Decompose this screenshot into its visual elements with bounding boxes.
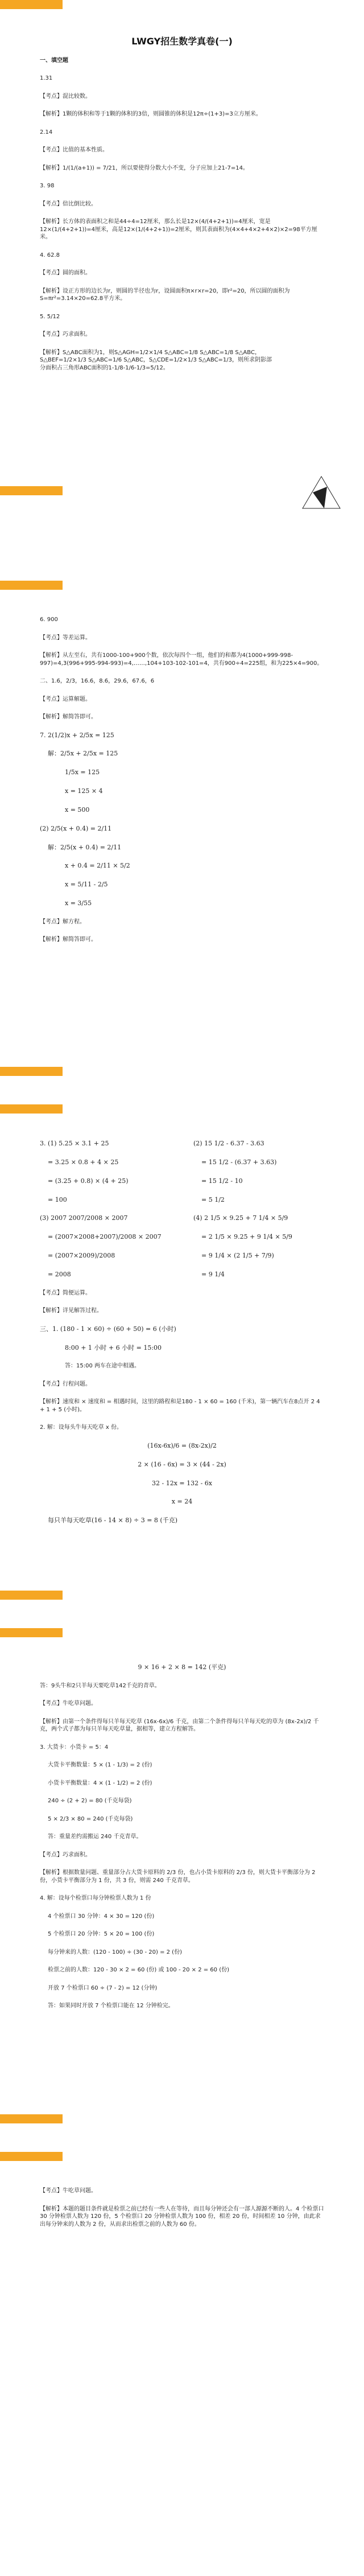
answer-line: 【解析】S△ABC面积为1，则S△AGH=1/2×1/4 S△ABC=1/8 S△ABC=1/8 S△ABC，S△BEF=1/2×1/3 S△ABC=1/6 S△ABC，S△CDE=1/2×1/3 S△ABC=1/3，则所求阴影部分面积占三角形ABC面积的1-1/8-1/6-1/3=5/12。 [40, 349, 272, 371]
answer-line: 【解析】由第一个条件得每只羊每天吃草 (16x-6x)/6 千克，由第二个条件得每只羊每天吃的草为 (8x-2x)/2 千克，两个式子都为每只羊每天吃草量，据相等，建立方程解答。 [40, 1718, 319, 1733]
calc-line: (3) 2007 2007/2008 × 2007 [40, 1214, 128, 1222]
answer-line: 【解析】1颗的体积和等于1颗的体积的3倍，则圆锥的体积是12π÷(1+3)=3立方厘米。 [40, 111, 262, 118]
calc-right [193, 1140, 324, 1214]
answer-line: 【解析】从左至右，共有1000-100+900个数，依次每四个一组，他们的和都为4(1000+999-998-997)=4,3(996+995-994-993)=4,……,104+103-102-101=4，共有900÷4=225组，和为225×4=900。 [40, 652, 323, 667]
answer-line: 【考点】巧求面积。 [40, 1851, 91, 1858]
page-1 [0, 0, 364, 495]
calc-line: = 9 1/4 [201, 1270, 225, 1278]
page-3 [0, 1104, 364, 1600]
calc-line: = (2007×2009)/2008 [48, 1252, 115, 1260]
page-top-bar [0, 2152, 63, 2161]
equation-line: (16x-6x)/6 = (8x-2x)/2 [147, 1441, 217, 1449]
equation-line: 1/5x = 125 [65, 769, 100, 777]
page-top-bar [0, 0, 63, 9]
calc-line: = 100 [48, 1195, 67, 1203]
answer-line: 【考点】等差运算。 [40, 634, 91, 641]
page-top-bar [0, 581, 63, 590]
answer-line: 答：9头牛和2只羊每天要吃草142千克的青草。 [40, 1682, 160, 1689]
equation-line: x = 500 [65, 806, 90, 814]
page-3-content [40, 1140, 324, 1535]
page-bottom-bar [0, 2114, 63, 2123]
page-5 [0, 2152, 364, 2576]
equation-line: x = 125 × 4 [65, 787, 103, 795]
triangle-figure [301, 475, 341, 510]
page-2-content [40, 616, 324, 954]
answer-line: 【考点】混比较数。 [40, 93, 91, 100]
page-5-content [40, 2187, 324, 2238]
calc-line: = 2 1/5 × 9.25 + 9 1/4 × 5/9 [201, 1233, 292, 1241]
calc-line: = (2007×2008+2007)/2008 × 2007 [48, 1233, 162, 1241]
answer-line: 【解析】根据数量问题、重量部分占大货卡原料的 2/3 份，也占小货卡原料的 2/3 份，则大货卡平衡部分为 2 份，小货卡平衡部分为 1 份，共 3 份，则需 240 千克青草。 [40, 1870, 316, 1884]
answer-line: 小货卡平衡数量：4 × (1 - 1/2) = 2 (份) [48, 1780, 152, 1786]
calc-line: = 3.25 × 0.8 + 4 × 25 [48, 1158, 119, 1166]
equation-line: 解：2/5(x + 0.4) = 2/11 [48, 843, 122, 851]
answer-line: 5 × 2/3 × 80 = 240 (千克每袋) [48, 1815, 133, 1822]
answer-line: 【考点】倍比倒比较。 [40, 200, 97, 207]
calc-line: 3. (1) 5.25 × 3.1 + 25 [40, 1140, 109, 1147]
answer-line: 【考点】比值的基本性质。 [40, 147, 108, 154]
equation-line: 32 - 12x = 132 - 6x [151, 1479, 213, 1487]
answer-line: 8:00 + 1 小时 + 6 小时 = 15:00 [65, 1344, 162, 1351]
answer-line: 【解析】详见解答过程。 [40, 1308, 102, 1314]
answer-line: 答：如果同时开放 7 个检票口能在 12 分钟检完。 [48, 2003, 174, 2010]
answer-line: 开放 7 个检票口 60 ÷ (7 - 2) = 12 (分钟) [48, 1985, 158, 1991]
calc-line: (2) 15 1/2 - 6.37 - 3.63 [193, 1140, 264, 1147]
answer-line: 3. 大货卡：小货卡 = 5：4 [40, 1744, 109, 1751]
page-bottom-bar [0, 486, 63, 495]
answer-line: 【考点】牛吃草问题。 [40, 2188, 97, 2194]
page-title: LWGY招生数学真卷(一) [131, 36, 233, 47]
answer-line: 【考点】牛吃草问题。 [40, 1700, 97, 1707]
answer-line: 【解析】本题的题目条件就是检票之前已经有一些人在等待，而且每分钟还会有一部人源源不断的人。4 个检票口 30 分钟检票人数为 120 份，5 个检票口 20 分钟检票人数为 100 份，相差 20 份，时间相差 10 分钟，由此求出每分钟来的人数为 2 份，从而求出检票之前的人数为 60 份。 [40, 2205, 324, 2228]
answer-line: 5 个检票口 20 分钟：5 × 20 = 100 (份) [48, 1931, 155, 1938]
answer-line: 4 个检票口 30 分钟：4 × 30 = 120 (份) [48, 1913, 155, 1920]
page-4 [0, 1628, 364, 2123]
answer-line: 【解析】解简答即可。 [40, 936, 97, 943]
calc-line: = 15 1/2 - (6.37 + 3.63) [201, 1158, 277, 1166]
calc-line: = 2008 [48, 1270, 71, 1278]
calc-line: (4) 2 1/5 × 9.25 + 7 1/4 × 5/9 [193, 1214, 288, 1222]
answer-line: 6. 900 [40, 617, 58, 623]
equation-line: (2) 2/5(x + 0.4) = 2/11 [40, 824, 112, 832]
equation-line: 2 × (16 - 6x) = 3 × (44 - 2x) [138, 1460, 226, 1468]
equation-line: x + 0.4 = 2/11 × 5/2 [65, 862, 130, 870]
answer-line: 3. 98 [40, 183, 55, 190]
equation-line: 7. 2(1/2)x + 2/5x = 125 [40, 731, 114, 739]
answer-line: 每只羊每天吃草(16 - 14 × 8) ÷ 3 = 8 (千克) [48, 1517, 177, 1525]
answer-line: 二、1.6，2/3，16.6，8.6，29.6，67.6，6 [40, 678, 155, 684]
page-2 [0, 581, 364, 1076]
page-top-bar [0, 1628, 63, 1637]
calc-line: = 15 1/2 - 10 [201, 1177, 243, 1185]
answer-line: 【解析】速度和 × 速度和 = 相遇时间，这里的路程和是180 - 1 × 60 = 160 (千米)，第一辆汽车在8点开 2 4 + 1 + 5 (小时)。 [40, 1399, 320, 1413]
answer-line: 4. 解：设每个检票口每分钟检票人数为 1 份 [40, 1895, 151, 1902]
calc-block [40, 1214, 324, 1289]
calc-line: = 9 1/4 × (2 1/5 + 7/9) [201, 1252, 274, 1260]
answer-line: 5. 5/12 [40, 313, 60, 320]
answer-line: 检票之前的人数：120 - 30 × 2 = 60 (份) 或 100 - 20 × 2 = 60 (份) [48, 1967, 229, 1974]
calc-left [40, 1140, 171, 1214]
answer-line: 2. 解：设每头牛每天吃草 x 份。 [40, 1424, 122, 1431]
answer-line: 【考点】巧求面积。 [40, 331, 91, 338]
page-4-content [40, 1663, 324, 2020]
answer-line: 【解析】长方体的表面积之和是44÷4=12厘米，那么长是12×(4/(4+2+1))=4厘米，宽是12×(1/(4+2+1))=4厘米，高是12×(1/(4+2+1))=2厘米，则其表面积为(4×4+4×2+4×2)×2=98平方厘米。 [40, 219, 317, 241]
answer-line: 【考点】行程问题。 [40, 1381, 91, 1387]
answer-line: 【解析】解简答即可。 [40, 714, 97, 720]
calc-line: = (3.25 + 0.8) × (4 + 25) [48, 1177, 129, 1185]
calc-left [40, 1214, 171, 1289]
page-bottom-bar [0, 1591, 63, 1600]
equation-line: x = 5/11 - 2/5 [65, 881, 108, 889]
answer-line: 1.31 [40, 75, 53, 82]
calc-right [193, 1214, 324, 1289]
answer-line: 240 ÷ (2 + 2) = 80 (千克每袋) [48, 1798, 132, 1805]
equation-line: 9 × 16 + 2 × 8 = 142 (平克) [138, 1663, 226, 1671]
page-1-content [40, 35, 324, 382]
answer-line: 答：重量差约需搬运 240 千克青草。 [48, 1834, 142, 1840]
answer-line: 【考点】解方程。 [40, 918, 85, 925]
answer-line: 【解析】设正方形的边长为r，则圆的半径也为r，设圆面积π×r×r=20，即r²=20，所以圆的面积为S=πr²=3.14×20=62.8平方米。 [40, 287, 290, 302]
answer-line: 大货卡平衡数量：5 × (1 - 1/3) = 2 (份) [48, 1762, 152, 1769]
answer-line: 【考点】简便运算。 [40, 1289, 91, 1296]
equation-line: x = 3/55 [65, 899, 92, 907]
equation-line: x = 24 [171, 1498, 193, 1506]
answer-line: 【考点】运算解题。 [40, 696, 91, 702]
answer-line: 【考点】圆的面积。 [40, 270, 91, 277]
equation-line: 解：2/5x + 2/5x = 125 [48, 750, 118, 758]
answer-line: 2.14 [40, 129, 53, 135]
answer-line: 4. 62.8 [40, 252, 60, 258]
section-title: 一、填空题 [40, 57, 68, 64]
calc-block [40, 1140, 324, 1214]
answer-line: 答：15:00 两车在途中相遇。 [65, 1363, 140, 1370]
answer-line: 每分钟来的人数：(120 - 100) ÷ (30 - 20) = 2 (份) [48, 1949, 182, 1955]
page-bottom-bar [0, 1067, 63, 1076]
calc-line: = 5 1/2 [201, 1195, 225, 1203]
answer-line: 三、1. (180 - 1 × 60) ÷ (60 + 50) = 6 (小时) [40, 1325, 176, 1333]
page-top-bar [0, 1104, 63, 1114]
answer-line: 【解析】1/(1/(a+1)) = 7/21，所以要使得分数大小不变，分子应加上21-7=14。 [40, 165, 249, 171]
